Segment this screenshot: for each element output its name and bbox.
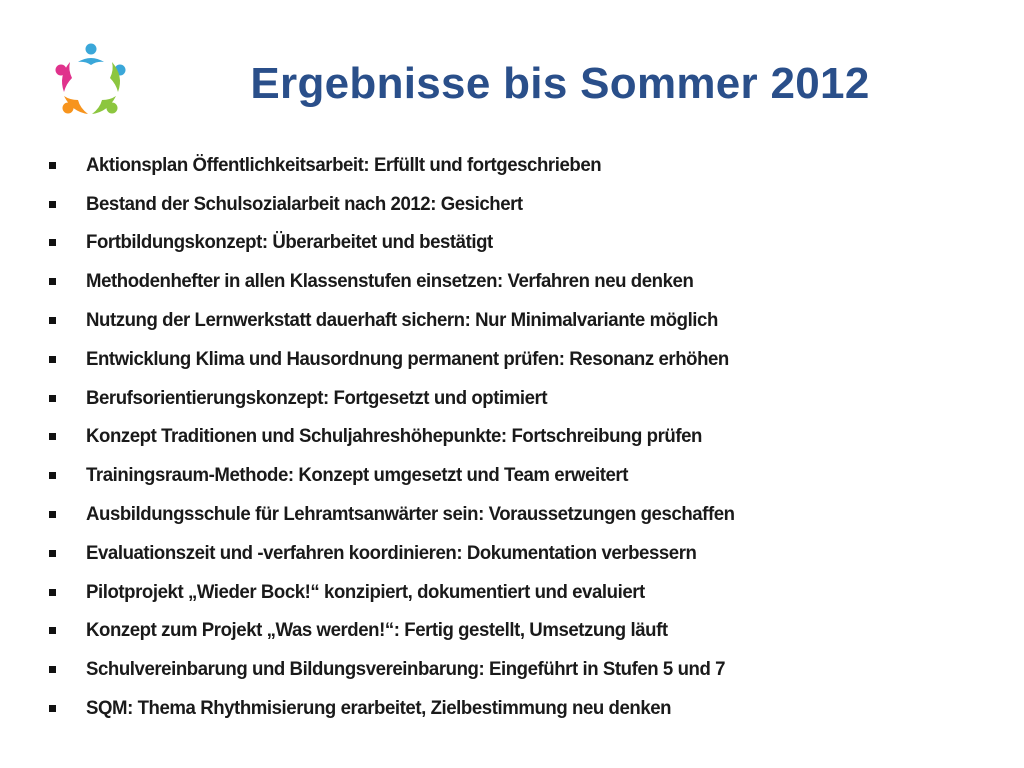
square-bullet-icon	[49, 705, 56, 712]
list-item-text: Entwicklung Klima und Hausordnung permanent prüfen: Resonanz erhöhen	[86, 347, 729, 370]
list-item-text: Bestand der Schulsozialarbeit nach 2012: Gesichert	[86, 192, 523, 215]
list-item	[48, 224, 1008, 263]
list-item-text: Evaluationszeit und -verfahren koordinieren: Dokumentation verbessern	[86, 541, 697, 564]
square-bullet-icon	[49, 472, 56, 479]
list-item-text: Pilotprojekt „Wieder Bock!“ konzipiert, dokumentiert und evaluiert	[86, 580, 645, 603]
list-item	[48, 650, 1008, 689]
square-bullet-icon	[49, 550, 56, 557]
list-item-text: Konzept Traditionen und Schuljahreshöhepunkte: Fortschreibung prüfen	[86, 425, 702, 448]
list-item	[48, 146, 1008, 185]
square-bullet-icon	[49, 162, 56, 169]
list-item	[48, 534, 1008, 573]
list-item-text: Trainingsraum-Methode: Konzept umgesetzt und Team erweitert	[86, 464, 628, 487]
list-item	[48, 418, 1008, 457]
square-bullet-icon	[49, 589, 56, 596]
square-bullet-icon	[49, 511, 56, 518]
list-item	[48, 495, 1008, 534]
square-bullet-icon	[49, 239, 56, 246]
list-item	[48, 573, 1008, 612]
square-bullet-icon	[49, 666, 56, 673]
list-item-text: Aktionsplan Öffentlichkeitsarbeit: Erfüllt und fortgeschrieben	[86, 153, 602, 176]
list-item-text: Fortbildungskonzept: Überarbeitet und bestätigt	[86, 231, 493, 254]
list-item-text: Nutzung der Lernwerkstatt dauerhaft sichern: Nur Minimalvariante möglich	[86, 309, 718, 332]
list-item-text: SQM: Thema Rhythmisierung erarbeitet, Zielbestimmung neu denken	[86, 697, 672, 720]
square-bullet-icon	[49, 395, 56, 402]
square-bullet-icon	[49, 433, 56, 440]
bullet-list	[48, 146, 1008, 728]
list-item	[48, 301, 1008, 340]
square-bullet-icon	[49, 356, 56, 363]
page-title: Ergebnisse bis Sommer 2012	[250, 59, 870, 108]
square-bullet-icon	[49, 201, 56, 208]
list-item-text: Methodenhefter in allen Klassenstufen einsetzen: Verfahren neu denken	[86, 270, 694, 293]
list-item-text: Konzept zum Projekt „Was werden!“: Fertig gestellt, Umsetzung läuft	[86, 619, 668, 642]
list-item	[48, 185, 1008, 224]
people-circle-logo-icon	[50, 40, 132, 122]
list-item	[48, 456, 1008, 495]
list-item-text: Schulvereinbarung und Bildungsvereinbarung: Eingeführt in Stufen 5 und 7	[86, 658, 726, 681]
list-item	[48, 340, 1008, 379]
list-item	[48, 689, 1008, 728]
list-item-text: Berufsorientierungskonzept: Fortgesetzt und optimiert	[86, 386, 548, 409]
list-item	[48, 612, 1008, 651]
square-bullet-icon	[49, 317, 56, 324]
square-bullet-icon	[49, 278, 56, 285]
list-item-text: Ausbildungsschule für Lehramtsanwärter sein: Voraussetzungen geschaffen	[86, 503, 735, 526]
list-item	[48, 379, 1008, 418]
list-item	[48, 262, 1008, 301]
square-bullet-icon	[49, 627, 56, 634]
